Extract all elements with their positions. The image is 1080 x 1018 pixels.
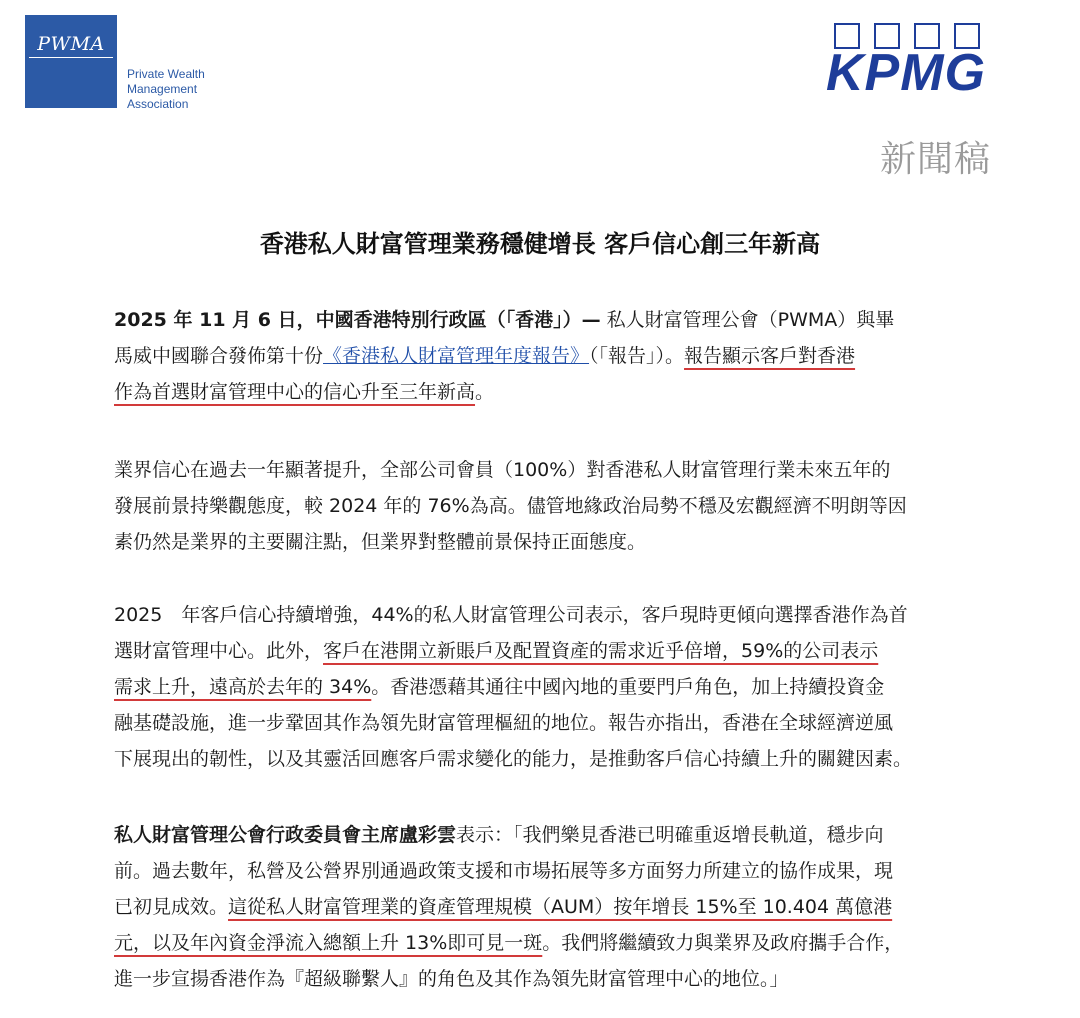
paragraph-chair-quote [114,817,1014,997]
pwma-logo-text: PWMA [37,33,105,55]
line: 進一步宣揚香港作為『超級聯繫人』的角色及其作為領先財富管理中心的地位。」 [114,968,789,990]
text-span: 馬威中國聯合發佈第十份 [114,345,324,367]
report-link[interactable]: 《香港私人財富管理年度報告》 [323,345,590,367]
headline: 香港私人財富管理業務穩健增長 客戶信心創三年新高 [259,230,821,258]
line [114,374,1014,410]
line [114,889,1014,925]
line: 業界信心在過去一年顯著提升，全部公司會員（100%）對香港私人財富管理行業未來五年的 [114,459,891,481]
line [114,817,1014,853]
paragraph-intro [114,302,1014,410]
kpmg-logo: KPMG [826,44,986,102]
press-release-label: 新聞稿 [880,139,992,180]
highlight-underline: 報告顯示客戶對香港 [684,345,856,367]
pwma-name-line-2: Management [127,82,198,96]
line [114,302,1014,338]
text-span: 選財富管理中心。此外， [114,640,324,662]
line [114,633,1014,669]
highlight-underline: 元，以及年內資金淨流入總額上升 13%即可見一斑 [114,932,543,954]
text-span: 。香港憑藉其通往中國內地的重要門戶角色，加上持續投資金 [371,676,885,698]
text-span: 表示：「我們樂見香港已明確重返增長軌道，穩步向 [456,824,884,846]
line: 前。過去數年，私營及公營界別通過政策支援和市場拓展等多方面努力所建立的協作成果，現 [114,860,894,882]
line: 下展現出的韌性，以及其靈活回應客戶需求變化的能力，是推動客戶信心持續上升的關鍵因素。 [114,748,913,770]
text-span: 私人財富管理公會（PWMA）與畢 [600,309,895,331]
text-span: （「報告」）。 [589,345,685,367]
line: 融基礎設施，進一步鞏固其作為領先財富管理樞紐的地位。報告亦指出，香港在全球經濟逆風 [114,712,894,734]
line: 發展前景持樂觀態度，較 2024 年的 76%為高。儘管地緣政治局勢不穩及宏觀經濟不明朗等因 [114,495,907,517]
line: 2025 年客戶信心持續增強，44%的私人財富管理公司表示，客戶現時更傾向選擇香港作為首 [114,604,908,626]
line [114,669,1014,705]
highlight-underline: 這從私人財富管理業的資產管理規模（AUM）按年增長 15%至 10.404 萬億港 [228,896,893,918]
line [114,338,1014,374]
pwma-logo-rule [29,57,113,58]
highlight-underline: 作為首選財富管理中心的信心升至三年新高 [114,381,476,403]
paragraph-client-confidence [114,597,1014,777]
text-span: 。 [475,381,495,403]
dateline: 2025 年 11 月 6 日，中國香港特別行政區（「香港」）— [114,309,601,331]
pwma-name-line-3: Association [127,97,189,111]
pwma-name-line-1: Private Wealth [127,67,205,81]
line: 素仍然是業界的主要關注點，但業界對整體前景保持正面態度。 [114,531,647,553]
speaker-name: 私人財富管理公會行政委員會主席盧彩雲 [114,824,457,846]
text-span: 。我們將繼續致力與業界及政府攜手合作， [542,932,904,954]
line [114,925,1014,961]
highlight-underline: 需求上升，遠高於去年的 34% [114,676,372,698]
highlight-underline: 客戶在港開立新賬戶及配置資產的需求近乎倍增，59%的公司表示 [323,640,879,662]
pwma-full-name [127,67,237,112]
text-span: 已初見成效。 [114,896,229,918]
paragraph-industry-confidence [114,452,1014,560]
pwma-logo [25,15,117,108]
